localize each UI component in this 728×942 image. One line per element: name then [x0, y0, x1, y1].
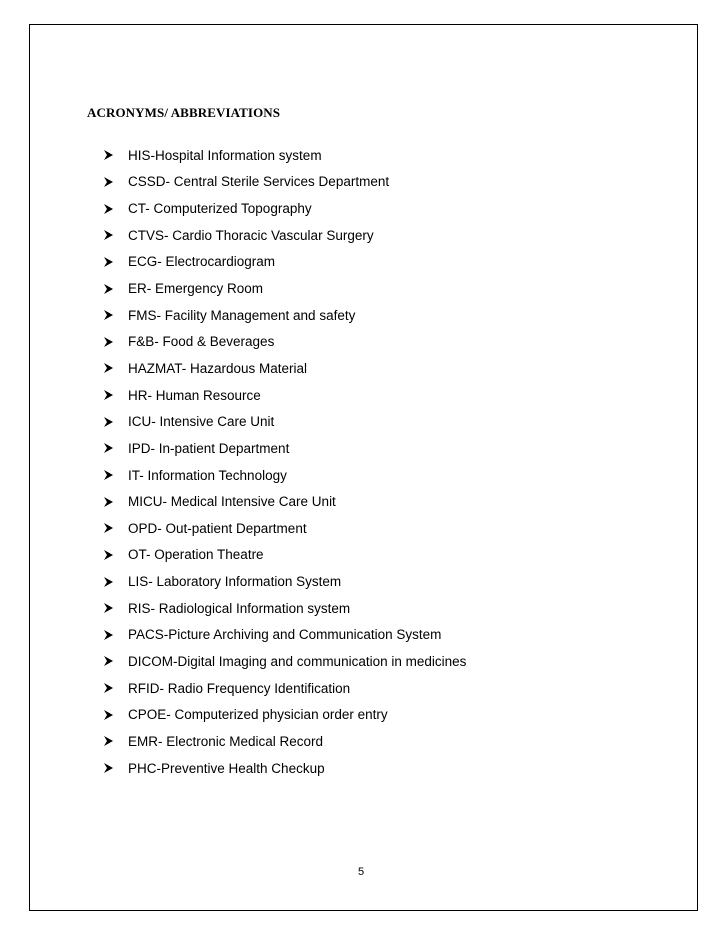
list-item [103, 302, 466, 329]
arrowhead-bullet-icon [103, 655, 114, 667]
list-item-text: PHC-Preventive Health Checkup [128, 760, 325, 776]
list-item-text: CTVS- Cardio Thoracic Vascular Surgery [128, 227, 374, 243]
list-item [103, 701, 466, 728]
arrowhead-bullet-icon [103, 309, 114, 321]
list-item-text: IPD- In-patient Department [128, 440, 290, 456]
arrowhead-bullet-icon [103, 176, 114, 188]
arrowhead-bullet-icon [103, 602, 114, 614]
abbreviation-list [103, 142, 466, 781]
list-item [103, 142, 466, 169]
list-item-text: OPD- Out-patient Department [128, 520, 307, 536]
list-item [103, 275, 466, 302]
arrowhead-bullet-icon [103, 362, 114, 374]
list-item-text: EMR- Electronic Medical Record [128, 733, 324, 749]
list-item-text: CSSD- Central Sterile Services Department [128, 174, 390, 190]
section-heading: ACRONYMS/ ABBREVIATIONS [87, 105, 281, 120]
list-item [103, 382, 466, 409]
arrowhead-bullet-icon [103, 549, 114, 561]
list-item-text: PACS-Picture Archiving and Communication System [128, 627, 442, 643]
list-item-text: DICOM-Digital Imaging and communication in medicines [128, 653, 467, 669]
arrowhead-bullet-icon [103, 735, 114, 747]
list-item [103, 648, 466, 675]
arrowhead-bullet-icon [103, 709, 114, 721]
arrowhead-bullet-icon [103, 283, 114, 295]
arrowhead-bullet-icon [103, 416, 114, 428]
list-item [103, 355, 466, 382]
list-item [103, 169, 466, 196]
list-item-text: ER- Emergency Room [128, 281, 264, 297]
list-item [103, 755, 466, 782]
list-item-text: HAZMAT- Hazardous Material [128, 360, 308, 376]
arrowhead-bullet-icon [103, 629, 114, 641]
list-item-text: ICU- Intensive Care Unit [128, 414, 275, 430]
arrowhead-bullet-icon [103, 336, 114, 348]
list-item-text: CPOE- Computerized physician order entry [128, 707, 388, 723]
list-item [103, 328, 466, 355]
arrowhead-bullet-icon [103, 469, 114, 481]
list-item-text: RFID- Radio Frequency Identification [128, 680, 351, 696]
list-item-text: HR- Human Resource [128, 387, 261, 403]
arrowhead-bullet-icon [103, 762, 114, 774]
arrowhead-bullet-icon [103, 682, 114, 694]
list-item-text: LIS- Laboratory Information System [128, 574, 342, 590]
arrowhead-bullet-icon [103, 149, 114, 161]
arrowhead-bullet-icon [103, 203, 114, 215]
list-item-text: FMS- Facility Management and safety [128, 307, 356, 323]
list-item-text: ECG- Electrocardiogram [128, 254, 276, 270]
list-item [103, 568, 466, 595]
list-item [103, 542, 466, 569]
list-item [103, 675, 466, 702]
arrowhead-bullet-icon [103, 229, 114, 241]
list-item-text: MICU- Medical Intensive Care Unit [128, 494, 336, 510]
list-item [103, 622, 466, 649]
arrowhead-bullet-icon [103, 496, 114, 508]
arrowhead-bullet-icon [103, 389, 114, 401]
list-item-text: CT- Computerized Topography [128, 201, 312, 217]
list-item-text: IT- Information Technology [128, 467, 287, 483]
list-item-text: OT- Operation Theatre [128, 547, 264, 563]
arrowhead-bullet-icon [103, 442, 114, 454]
list-item [103, 222, 466, 249]
arrowhead-bullet-icon [103, 576, 114, 588]
list-item-text: F&B- Food & Beverages [128, 334, 275, 350]
arrowhead-bullet-icon [103, 522, 114, 534]
list-item [103, 249, 466, 276]
list-item-text: RIS- Radiological Information system [128, 600, 351, 616]
list-item [103, 195, 466, 222]
list-item [103, 595, 466, 622]
page-number: 5 [358, 866, 365, 878]
list-item [103, 408, 466, 435]
list-item-text: HIS-Hospital Information system [128, 147, 322, 163]
arrowhead-bullet-icon [103, 256, 114, 268]
list-item [103, 728, 466, 755]
list-item [103, 515, 466, 542]
list-item [103, 435, 466, 462]
list-item [103, 462, 466, 489]
list-item [103, 488, 466, 515]
